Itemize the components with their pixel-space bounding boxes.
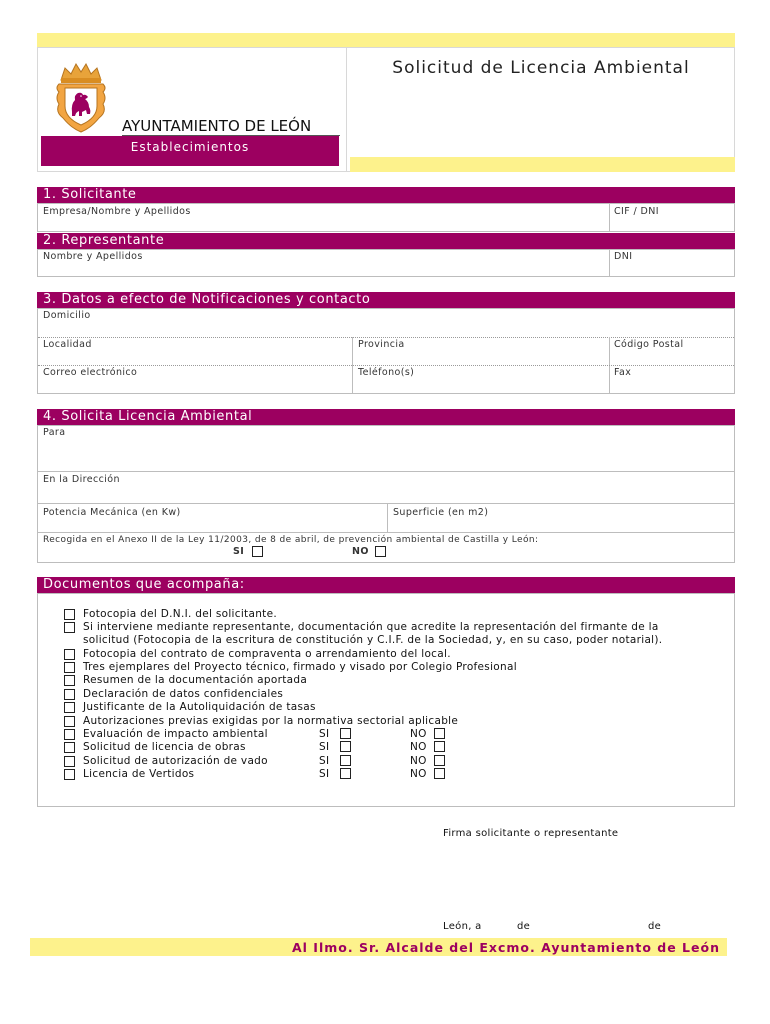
works-no-label: NO bbox=[410, 741, 427, 753]
fax-label: Fax bbox=[614, 367, 632, 378]
doc-checkbox-confidential[interactable] bbox=[64, 689, 75, 700]
driveway-no-label: NO bbox=[410, 755, 427, 767]
discharge-yes-label: SI bbox=[319, 768, 330, 780]
license-divider-3 bbox=[38, 532, 734, 533]
municipality-name: AYUNTAMIENTO DE LEÓN bbox=[122, 117, 312, 135]
doc-checkbox-project[interactable] bbox=[64, 662, 75, 673]
postal-code-label: Código Postal bbox=[614, 339, 684, 350]
representative-divider bbox=[609, 249, 610, 277]
contact-divider-1 bbox=[38, 337, 734, 338]
doc-checkbox-environmental[interactable] bbox=[64, 729, 75, 740]
doc-item-dni: Fotocopia del D.N.I. del solicitante. bbox=[83, 608, 277, 620]
doc-checkbox-driveway[interactable] bbox=[64, 756, 75, 767]
documents-title: Documentos que acompaña: bbox=[43, 577, 245, 592]
applicant-name-label: Empresa/Nombre y Apellidos bbox=[43, 206, 191, 217]
annex-question: Recogida en el Anexo II de la Ley 11/2003, de 8 de abril, de prevención ambiental de Castilla y León: bbox=[43, 535, 539, 545]
doc-checkbox-fees[interactable] bbox=[64, 702, 75, 713]
license-vdivider bbox=[387, 503, 388, 532]
doc-item-contract: Fotocopia del contrato de compraventa o arrendamiento del local. bbox=[83, 648, 451, 660]
doc-checkbox-representation[interactable] bbox=[64, 622, 75, 633]
discharge-no-checkbox[interactable] bbox=[434, 768, 445, 779]
driveway-yes-checkbox[interactable] bbox=[340, 755, 351, 766]
city-label: Localidad bbox=[43, 339, 92, 350]
driveway-yes-label: SI bbox=[319, 755, 330, 767]
doc-item-environmental: Evaluación de impacto ambiental bbox=[83, 728, 268, 740]
phone-label: Teléfono(s) bbox=[358, 367, 415, 378]
section-1-header bbox=[37, 187, 735, 203]
signature-date-de-2: de bbox=[648, 921, 662, 932]
department-label: Establecimientos bbox=[130, 140, 250, 154]
environmental-no-label: NO bbox=[410, 728, 427, 740]
section-3-title: 3. Datos a efecto de Notificaciones y contacto bbox=[43, 292, 371, 307]
doc-checkbox-works[interactable] bbox=[64, 742, 75, 753]
section-1-title: 1. Solicitante bbox=[43, 187, 137, 202]
environmental-yes-label: SI bbox=[319, 728, 330, 740]
doc-item-fees: Justificante de la Autoliquidación de tasas bbox=[83, 701, 316, 713]
doc-item-works: Solicitud de licencia de obras bbox=[83, 741, 246, 753]
location-label: En la Dirección bbox=[43, 474, 120, 485]
annex-yes-label: SI bbox=[233, 546, 245, 557]
section-4-title: 4. Solicita Licencia Ambiental bbox=[43, 409, 253, 424]
annex-no-label: NO bbox=[352, 546, 369, 557]
works-no-checkbox[interactable] bbox=[434, 741, 445, 752]
surface-label: Superficie (en m2) bbox=[393, 507, 489, 518]
power-label: Potencia Mecánica (en Kw) bbox=[43, 507, 181, 518]
contact-box bbox=[37, 308, 735, 394]
purpose-label: Para bbox=[43, 427, 66, 438]
signature-date-de-1: de bbox=[517, 921, 531, 932]
discharge-no-label: NO bbox=[410, 768, 427, 780]
doc-item-discharge: Licencia de Vertidos bbox=[83, 768, 195, 780]
environmental-no-checkbox[interactable] bbox=[434, 728, 445, 739]
applicant-divider bbox=[609, 203, 610, 232]
province-label: Provincia bbox=[358, 339, 405, 350]
doc-checkbox-authorizations[interactable] bbox=[64, 716, 75, 727]
section-2-title: 2. Representante bbox=[43, 233, 165, 248]
doc-item-project: Tres ejemplares del Proyecto técnico, firmado y visado por Colegio Profesional bbox=[83, 661, 517, 673]
doc-item-confidential: Declaración de datos confidenciales bbox=[83, 688, 284, 700]
doc-item-authorizations: Autorizaciones previas exigidas por la normativa sectorial aplicable bbox=[83, 715, 459, 727]
license-divider-1 bbox=[38, 471, 734, 472]
annex-no-checkbox[interactable] bbox=[375, 546, 386, 557]
address-label: Domicilio bbox=[43, 310, 91, 321]
license-divider-2 bbox=[38, 503, 734, 504]
representative-name-label: Nombre y Apellidos bbox=[43, 251, 143, 262]
closing-addressee: Al Ilmo. Sr. Alcalde del Excmo. Ayuntamiento de León bbox=[292, 940, 720, 955]
contact-divider-2 bbox=[38, 365, 734, 366]
doc-checkbox-contract[interactable] bbox=[64, 649, 75, 660]
header-top-stripe bbox=[37, 33, 735, 47]
annex-yes-checkbox[interactable] bbox=[252, 546, 263, 557]
doc-item-representation-cont: solicitud (Fotocopia de la escritura de constitución y C.I.F. de la Sociedad, y, en su caso, poder notarial). bbox=[83, 634, 663, 646]
doc-checkbox-summary[interactable] bbox=[64, 675, 75, 686]
environmental-yes-checkbox[interactable] bbox=[340, 728, 351, 739]
signature-label: Firma solicitante o representante bbox=[443, 828, 619, 839]
header-right-stripe bbox=[350, 157, 735, 172]
works-yes-label: SI bbox=[319, 741, 330, 753]
works-yes-checkbox[interactable] bbox=[340, 741, 351, 752]
doc-checkbox-discharge[interactable] bbox=[64, 769, 75, 780]
representative-id-label: DNI bbox=[614, 251, 633, 262]
applicant-id-label: CIF / DNI bbox=[614, 206, 659, 217]
doc-item-driveway: Solicitud de autorización de vado bbox=[83, 755, 268, 767]
driveway-no-checkbox[interactable] bbox=[434, 755, 445, 766]
city-coat-of-arms-icon bbox=[55, 62, 107, 134]
signature-place: León, a bbox=[443, 921, 482, 932]
doc-checkbox-dni[interactable] bbox=[64, 609, 75, 620]
email-label: Correo electrónico bbox=[43, 367, 138, 378]
doc-item-representation: Si interviene mediante representante, documentación que acredite la representación del firmante de la bbox=[83, 621, 659, 633]
doc-item-summary: Resumen de la documentación aportada bbox=[83, 674, 308, 686]
discharge-yes-checkbox[interactable] bbox=[340, 768, 351, 779]
form-title: Solicitud de Licencia Ambiental bbox=[392, 58, 690, 78]
